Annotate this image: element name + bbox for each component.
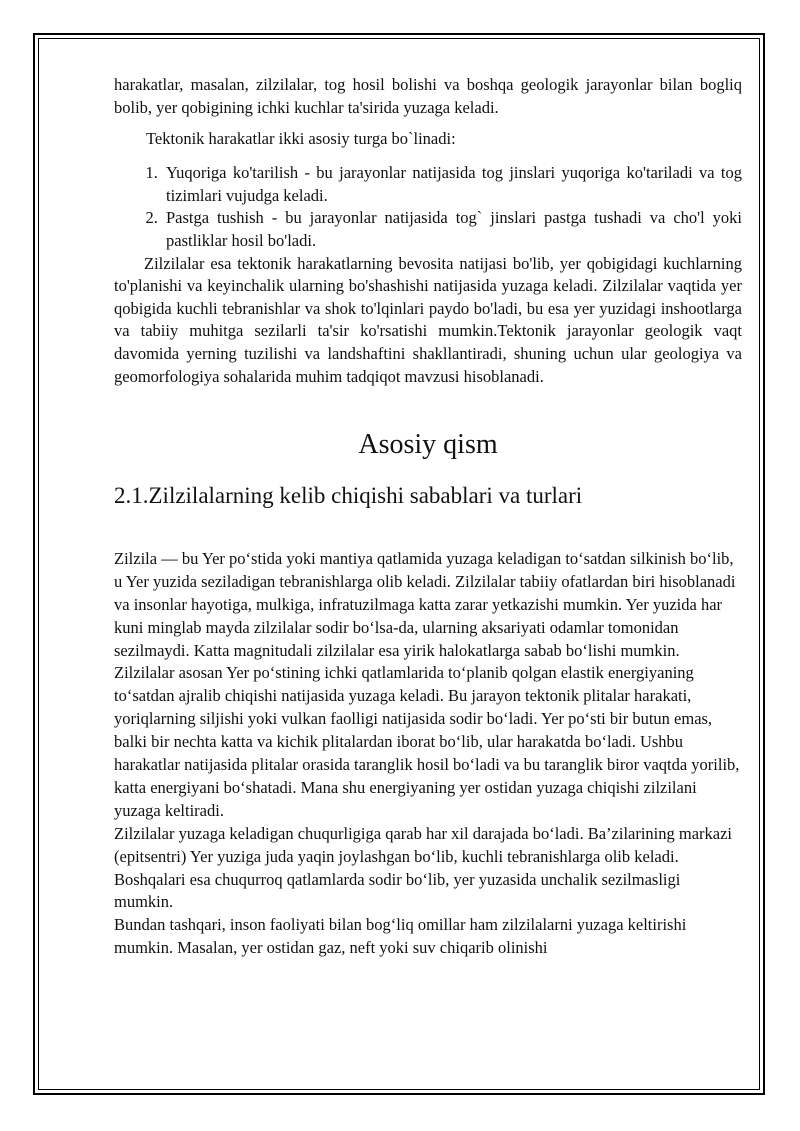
list-lead: Tektonik harakatlar ikki asosiy turga bo`linadi:	[146, 129, 456, 149]
section-paragraph: Zilzilalar asosan Yer po‘stining ichki qatlamlarida to‘planib qolgan elastik energiyaning to‘satdan ajralib chiqishi natijasida yuzaga keladi. Bu jarayon tektonik plitalar harakati, yoriqlarning siljishi yoki vulkan faolligi natijasida sodir bo‘ladi. Yer po‘sti bir butun emas, balki bir nechta katta va kichik plitalardan iborat bo‘lib, ular harakatda bo‘ladi. Ushbu harakatlar natijasida plitalar orasida taranglik hosil bo‘ladi va bu taranglik biror vaqtda yorilib, katta energiyani bo‘shatadi. Mana shu energiyaning yer ostidan yuzaga chiqishi zilzilani yuzaga keltiradi.	[114, 663, 740, 820]
section-body	[114, 548, 742, 960]
section-paragraph: Zilzila — bu Yer po‘stida yoki mantiya qatlamida yuzaga keladigan to‘satdan silkinish bo‘lib, u Yer yuzida seziladigan tebranishlarga olib keladi. Zilzilalar tabiiy ofatlardan biri hisoblanadi va insonlar hayotiga, mulkiga, infratuzilmaga katta zarar yetkazishi mumkin. Yer yuzida har kuni minglab mayda zilzilalar sodir bo‘lsa-da, ularning aksariyati odamlar tomonidan sezilmaydi. Katta magnitudali zilzilalar esa yirik halokatlarga sabab bo‘lishi mumkin.	[114, 548, 736, 660]
intro-paragraph: harakatlar, masalan, zilzilalar, tog hosil bolishi va boshqa geologik jarayonlar bilan bogliq bolib, yer qobigining ichki kuchlar ta'sirida yuzaga keladi.	[114, 75, 742, 117]
tectonic-types-list	[114, 162, 742, 252]
section-paragraph: Zilzilalar yuzaga keladigan chuqurligiga qarab har xil darajada bo‘ladi. Ba’zilarining markazi (epitsentri) Yer yuziga juda yaqin joylashgan bo‘lib, kuchli tebranishlarga olib keladi. Boshqalari esa chuqurroq qatlamlarda sodir bo‘lib, yer yuzasida unchalik sezilmasligi mumkin.	[114, 823, 733, 912]
list-item: 2. Pastga tushish - bu jarayonlar natijasida tog` jinslari pastga tushadi va cho'l yoki pastliklar hosil bo'ladi.	[162, 207, 742, 252]
document-body	[114, 74, 742, 960]
section-paragraph: Bundan tashqari, inson faoliyati bilan bog‘liq omillar ham zilzilalarni yuzaga keltirishi mumkin. Masalan, yer ostidan gaz, neft yoki suv chiqarib olinishi	[114, 915, 687, 958]
main-heading: Asosiy qism	[358, 429, 498, 461]
section-heading: 2.1.Zilzilalarning kelib chiqishi sabablari va turlari	[114, 482, 583, 508]
closing-paragraph: Zilzilalar esa tektonik harakatlarning bevosita natijasi bo'lib, yer qobigidagi kuchlarning to'planishi va keyinchalik ularning bo'shashishi natijasida yuzaga keladi. Zilzilalar vaqtida yer qobigida kuchli tebranishlar va shok to'lqinlari paydo bo'ladi, bu esa yer yuzidagi inshootlarga va tabiiy muhitga sezilarli ta'sir ko'rsatishi mumkin.Tektonik jarayonlar geologik vaqt davomida yerning tuzilishi va landshaftini shakllantiradi, shuning uchun ular geologiya va geomorfologiya sohalarida muhim tadqiqot mavzusi hisoblanadi.	[114, 253, 742, 386]
list-item: 1. Yuqoriga ko'tarilish - bu jarayonlar natijasida tog jinslari yuqoriga ko'tariladi va tog tizimlari vujudga keladi.	[162, 162, 742, 207]
